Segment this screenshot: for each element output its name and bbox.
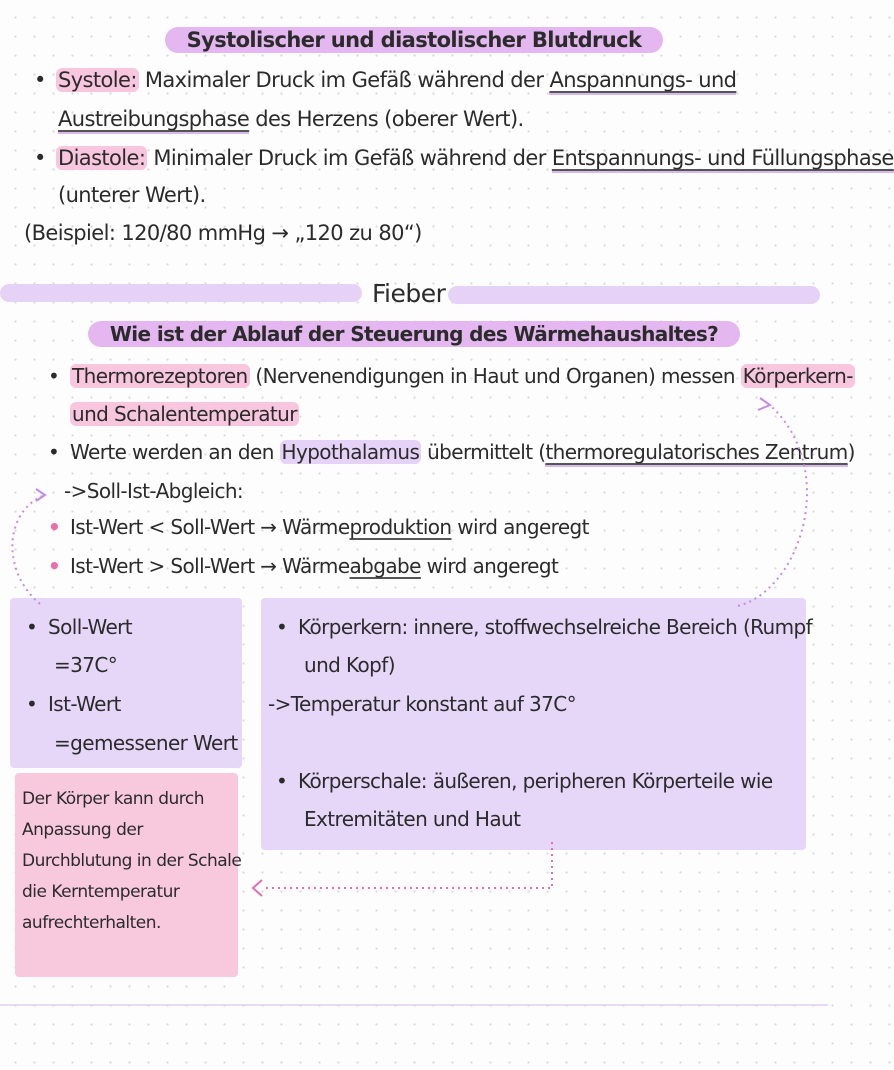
diastole-text: Minimaler Druck im Gefäß während der — [147, 146, 552, 170]
arrow-bottom-head — [253, 880, 262, 896]
systole-term: Systole: — [58, 68, 137, 92]
arrow-bottom-path — [262, 842, 552, 888]
case-produktion: produktion — [349, 515, 452, 539]
systole-text-b: des Herzens (oberer Wert). — [249, 107, 524, 131]
arrow-left-loop — [12, 495, 45, 604]
case-text-end: wird angeregt — [420, 554, 559, 578]
arrow-right-loop — [738, 405, 807, 606]
term-schalentemperatur: und Schalentemperatur — [72, 402, 297, 426]
systole-phase-2: Austreibungsphase — [58, 107, 249, 134]
arrow-left-head — [36, 489, 45, 501]
kern-text-a: Körperkern: innere, stoffwechselreiche Bereich (Rumpf — [298, 615, 813, 639]
diastole-phase: Entspannungs- und Füllungsphase — [552, 146, 894, 173]
bullet-icon: • — [34, 68, 46, 92]
kern-text-c: ->Temperatur konstant auf 37C° — [268, 692, 577, 716]
bullet-icon: • — [48, 364, 60, 388]
bp-example: (Beispiel: 120/80 mmHg → „120 zu 80“) — [24, 221, 422, 245]
case-text: Ist-Wert > Soll-Wert → Wärme — [70, 554, 350, 578]
pink-bullet-icon: • — [48, 515, 61, 539]
diastole-term: Diastole: — [58, 146, 146, 170]
step-text: (Nervenendigungen in Haut und Organen) messen — [249, 364, 741, 388]
durchblutung-line: Durchblutung in der Schale — [22, 851, 242, 871]
bullet-icon: • — [34, 146, 46, 170]
durchblutung-line: Der Körper kann durch — [22, 789, 204, 809]
bullet-icon: • — [26, 692, 38, 716]
ist-value: =gemessener Wert — [54, 731, 238, 755]
step-text-b: übermittelt ( — [421, 440, 546, 464]
schale-text-b: Extremitäten und Haut — [304, 807, 521, 831]
step-text-c: ) — [847, 440, 855, 464]
case-text: Ist-Wert < Soll-Wert → Wärme — [70, 515, 350, 539]
bullet-icon: • — [26, 615, 38, 639]
systole-phase-1: Anspannungs- und — [549, 68, 736, 95]
term-thermorezeptoren: Thermorezeptoren — [72, 364, 248, 388]
fever-question: Wie ist der Ablauf der Steuerung des Wärmehaushaltes? — [88, 321, 740, 347]
pink-bullet-icon: • — [48, 554, 61, 578]
bullet-icon: • — [276, 615, 288, 639]
ist-label: Ist-Wert — [48, 692, 121, 716]
case-text-end: wird angeregt — [451, 515, 589, 539]
bullet-icon: • — [276, 769, 288, 793]
case-abgabe: abgabe — [349, 554, 421, 578]
systole-text: Maximaler Druck im Gefäß während der — [138, 68, 550, 92]
term-koerperkern: Körperkern- — [742, 364, 853, 388]
step-text: Werte werden an den — [70, 440, 280, 464]
fever-heading: Fieber — [372, 279, 446, 308]
soll-label: Soll-Wert — [48, 615, 133, 639]
bullet-icon: • — [48, 440, 60, 464]
kern-text-b: und Kopf) — [304, 653, 395, 677]
diastole-text-b: (unterer Wert). — [58, 183, 206, 207]
soll-ist-abgleich: ->Soll-Ist-Abgleich: — [64, 479, 244, 503]
durchblutung-line: aufrechterhalten. — [22, 913, 161, 933]
durchblutung-line: Anpassung der — [22, 820, 143, 840]
term-thermoregulatorisch: thermoregulatorisches Zentrum — [545, 440, 847, 467]
term-hypothalamus: Hypothalamus — [281, 440, 420, 464]
durchblutung-line: die Kerntemperatur — [22, 882, 180, 902]
bp-title: Systolischer und diastolischer Blutdruck — [165, 27, 664, 53]
arrow-right-head — [758, 398, 770, 410]
schale-text-a: Körperschale: äußeren, peripheren Körperteile wie — [298, 769, 773, 793]
soll-value: =37C° — [54, 653, 118, 677]
